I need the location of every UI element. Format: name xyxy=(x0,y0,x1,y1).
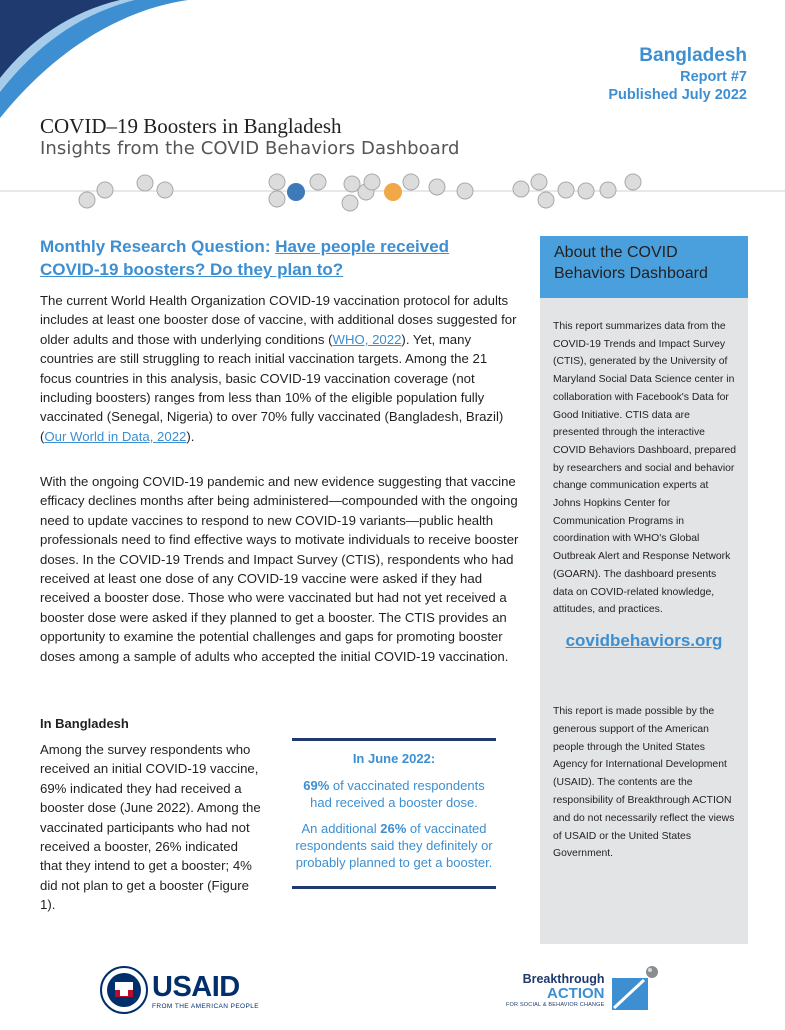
section-heading-bangladesh: In Bangladesh xyxy=(40,716,129,731)
callout-top-rule xyxy=(292,738,496,741)
published-date: Published July 2022 xyxy=(608,87,747,103)
callout-heading: In June 2022: xyxy=(352,751,436,766)
breakthrough-action-logo xyxy=(506,972,605,1008)
highlight-dot-blue xyxy=(287,183,305,201)
stat1-text: of vaccinated respondents had received a booster dose. xyxy=(310,778,485,810)
callout-bottom-rule xyxy=(292,886,496,889)
report-header-meta xyxy=(608,44,747,104)
usaid-wordmark: USAID xyxy=(152,971,240,1003)
page-subtitle: Insights from the COVID Behaviors Dashboard xyxy=(40,138,460,159)
bt-line2: ACTION xyxy=(547,985,605,1002)
sidebar-heading: About the COVID Behaviors Dashboard xyxy=(540,236,748,298)
research-question-lead: Monthly Research Question: xyxy=(40,237,276,256)
intro-text-b: ). Yet, many countries are still struggling to reach initial vaccination targets. Among the 21 focus countries in this analysis, basic COVID-19 vaccination coverage (not including boosters) ranges from less than 10% of the eligible population fully vaccinated (Senegal, Nigeria) to over 70% fully vaccinated (Bangladesh, Brazil) ( xyxy=(40,331,504,444)
country-label: Bangladesh xyxy=(639,45,747,66)
sidebar-description: This report summarizes data from the COVID-19 Trends and Impact Survey (CTIS), generated by the University of Maryland Social Data Science center in collaboration with Facebook's Data for Good Initiative. CTIS data are presented through the interactive COVID Behaviors Dashboard, prepared by researchers and social and behavior change communication experts at Johns Hopkins Center for Communication Programs in coordination with WHO's Global Outbreak Alert and Response Network (GOARN). The dashboard presents data on COVID-related knowledge, attitudes, and practices. xyxy=(553,321,737,616)
highlight-dot-orange xyxy=(384,183,402,201)
page-title: COVID–19 Boosters in Bangladesh xyxy=(40,114,342,138)
callout-stat-booster-planned xyxy=(292,820,496,871)
intro-paragraph xyxy=(40,291,522,446)
research-question-link[interactable]: Have people received COVID-19 boosters? Do they plan to? xyxy=(40,237,450,279)
key-stats-callout xyxy=(292,738,496,889)
stat2-text: of vaccinated respondents said they definitely or probably planned to get a booster. xyxy=(295,821,493,870)
our-world-in-data-link[interactable]: Our World in Data, 2022 xyxy=(44,428,187,444)
usaid-seal-icon xyxy=(100,966,148,1014)
who-2022-link[interactable]: WHO, 2022 xyxy=(332,331,402,347)
sidebar-disclaimer: This report is made possible by the generous support of the American people through the United States Agency for International Development (USAID). The contents are the responsibility of Breakthrough ACTION and do not necessarily reflect the views of USAID or the United States Government. xyxy=(553,705,735,860)
intro-text-a: The current World Health Organization COVID-19 vaccination protocol for adults includes at least one booster dose of vaccine, with additional doses suggested for older adults and those with underlying conditions ( xyxy=(40,293,517,347)
stat-26-percent: 26% xyxy=(380,821,407,836)
breakthrough-mark-icon xyxy=(608,964,660,1014)
stat2-pre: An additional xyxy=(301,821,381,836)
bangladesh-paragraph: Among the survey respondents who received an initial COVID-19 vaccine, 69% indicated they had received a booster dose (June 2022). Among the vaccinated participants who had not received a booster, 26% indicated that they intend to get a booster; 4% did not plan to get a booster (Figure 1). xyxy=(40,742,261,913)
callout-stat-booster-received xyxy=(292,777,496,811)
covidbehaviors-link[interactable]: covidbehaviors.org xyxy=(565,630,723,650)
bt-tagline: FOR SOCIAL & BEHAVIOR CHANGE xyxy=(506,1002,605,1008)
decorative-dot-row xyxy=(0,170,785,218)
usaid-logo xyxy=(152,972,259,1010)
about-sidebar xyxy=(540,236,748,944)
report-number: Report #7 xyxy=(680,69,747,85)
intro-text-c: ). xyxy=(186,428,195,444)
bt-line1: Breakthrough xyxy=(522,972,605,986)
stat-69-percent: 69% xyxy=(303,778,330,793)
research-question xyxy=(40,235,510,281)
context-paragraph: With the ongoing COVID-19 pandemic and new evidence suggesting that vaccine efficacy declines months after being administered—compounded with the ongoing need to update vaccines to respond to new COVID-19 variants—public health professionals need to find effective ways to motivate individuals to receive booster doses. In the COVID-19 Trends and Impact Survey (CTIS), respondents who had received at least one dose of any COVID-19 vaccine were asked if they had received a booster dose. Those who were vaccinated but had not yet received a booster dose were asked if they planned to get a booster. The CTIS provides an opportunity to examine the potential challenges and gaps for promoting booster doses among a sample of adults who accepted the initial COVID-19 vaccination. xyxy=(40,474,519,664)
usaid-tagline: FROM THE AMERICAN PEOPLE xyxy=(152,1003,259,1010)
